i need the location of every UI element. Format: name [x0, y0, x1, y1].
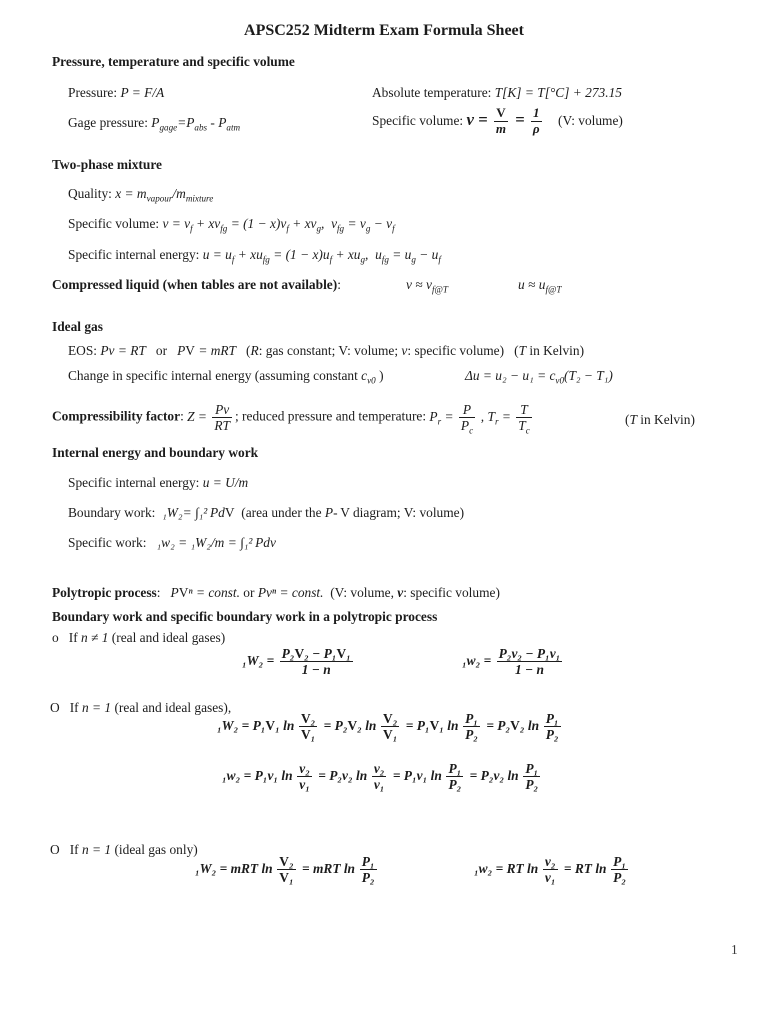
formula-segment: T [629, 412, 637, 427]
formula-segment: v [397, 585, 404, 600]
formula-segment: in Kelvin) [636, 412, 695, 427]
formula-segment: : gas constant; [258, 343, 339, 358]
eq-compressed-liquid-v [406, 276, 448, 293]
formula-segment: n = 1 [81, 842, 112, 857]
formula-segment: O If [50, 700, 82, 715]
formula-segment: Specific volume: [372, 112, 467, 128]
formula-segment: u = U/m [202, 475, 249, 490]
line-internal-energy-change [68, 367, 384, 384]
formula-segment: : specific volume) [403, 585, 500, 600]
formula-segment: Internal energy and boundary work [52, 445, 259, 460]
formula-segment: Pvⁿ = const. [257, 585, 324, 600]
formula-segment: $x = m_{vapour}/m_{mixture}$ [115, 186, 214, 204]
formula-segment: R [250, 343, 259, 358]
formula-segment: : volume) [412, 505, 465, 520]
formula-segment: : volume; [347, 343, 402, 358]
eq-W-n-not-1 [242, 646, 356, 677]
line-absolute-temperature [372, 84, 622, 101]
eq-W-n-equals-1 [217, 711, 564, 742]
formula-segment: in Kelvin) [526, 343, 585, 358]
heading-pressure-section [52, 53, 295, 70]
formula-segment: ₁w₂ = P₁v₁ ln $\frac{\text{v₂}}{\text{v₁}}$ = P₂v₂ ln $\frac{\text{v₂}}{\text{v₁}}$ = P₁v₁ ln $\frac{\text{P₁}}{\text{P₂}}$ = P₂v₂ ln $\frac{\text{P₁}}{\text{P₂}}$ [222, 761, 539, 792]
bullet-n-not-1 [52, 629, 225, 646]
formula-segment: P [324, 505, 334, 520]
eq-W-ideal-gas [195, 854, 380, 885]
heading-polytropic-boundary-work [52, 608, 437, 625]
formula-segment: Boundary work: [68, 505, 163, 520]
formula-segment: $v = v_f + xv_{fg} = (1 - x)v_f + xv_g$, $v_{fg} = v_g - v_f$ [162, 216, 395, 234]
eq-delta-u [465, 367, 613, 384]
formula-segment: T [518, 343, 527, 358]
formula-segment: Compressibility factor [52, 408, 181, 424]
line-specific-work [68, 534, 276, 551]
formula-segment: Gage pressure: [68, 115, 152, 130]
formula-segment: ₁w₂ = $\frac{\text{P₂v₂ − P₁v₁}}{1 - n}$ [462, 646, 561, 677]
formula-segment: Absolute temperature: [372, 85, 495, 100]
heading-compressed-liquid [52, 276, 341, 293]
formula-segment: Specific volume: [68, 216, 163, 231]
formula-segment: ; reduced pressure and temperature: [234, 408, 430, 424]
formula-segment: V [403, 505, 413, 520]
line-specific-volume [372, 106, 623, 136]
formula-segment: v = $\frac{V}{m}$ = $\frac{1}{\rho}$ [466, 105, 540, 136]
line-pressure [68, 84, 164, 101]
formula-segment: P = F/A [120, 85, 165, 100]
line-specific-internal-energy [68, 474, 248, 491]
formula-segment: : [337, 277, 341, 292]
formula-segment: ₁w₂ = ₁W₂/m = ∫₁² Pdv [156, 535, 276, 550]
formula-segment: - [333, 505, 341, 520]
formula-segment: Specific work: [68, 535, 157, 550]
formula-segment: Change in specific internal energy (assuming constant [68, 368, 362, 383]
formula-segment: ( [323, 585, 335, 600]
heading-ideal-gas [52, 318, 103, 335]
formula-segment: Ideal gas [52, 319, 103, 334]
formula-segment: o If [52, 630, 82, 645]
formula-segment: : [180, 408, 188, 424]
eq-compressed-liquid-u [518, 276, 561, 293]
formula-segment: $u = u_f + xu_{fg} = (1 - x)u_f + xu_g$, $u_{fg} = u_g - u_f$ [202, 247, 441, 265]
formula-segment: Z = $\frac{Pv}{RT}$ [187, 402, 230, 433]
formula-segment: Pv = RT [100, 343, 146, 358]
formula-segment: Specific internal energy: [68, 475, 203, 490]
formula-segment: or [145, 343, 178, 358]
eq-w-n-not-1 [462, 646, 565, 677]
formula-segment: Compressed liquid (when tables are not available) [52, 277, 338, 292]
formula-segment: v [401, 343, 408, 358]
formula-segment: $u \approx u_{f@T}$ [518, 277, 562, 295]
formula-segment: : [156, 585, 171, 600]
formula-segment: Quality: [68, 186, 116, 201]
formula-segment: Boundary work and specific boundary work in a polytropic process [52, 609, 438, 624]
note-t-in-kelvin [625, 411, 695, 428]
line-eos [68, 342, 584, 359]
heading-internal-energy-boundary-work [52, 444, 258, 461]
formula-segment: T[K] = T[°C] + 273.15 [494, 85, 622, 100]
formula-segment: V [340, 505, 350, 520]
formula-segment: $P_r$ = $\frac{P}{P_c}$ , $T_r$ = $\frac{T}{T_c}$ [429, 402, 530, 436]
formula-segment: PV = mRT [177, 343, 236, 358]
formula-segment: PVⁿ = const. [170, 585, 240, 600]
formula-segment: n ≠ 1 [81, 630, 109, 645]
formula-segment: $v \approx v_{f@T}$ [406, 277, 448, 295]
line-two-phase-internal-energy [68, 246, 441, 263]
formula-segment: ₁W₂ = P₁V₁ ln $\frac{\text{V₂}}{\text{V₁}}$ = P₂V₂ ln $\frac{\text{V₂}}{\text{V₁}}$ = P₁V₁ ln $\frac{\text{P₁}}{\text{P₂}}$ = P₂V₂ ln $\frac{\text{P₁}}{\text{P₂}}$ [217, 711, 559, 742]
formula-segment: : specific volume) ( [407, 343, 519, 358]
formula-segment: (area under the [241, 505, 325, 520]
heading-two-phase [52, 156, 162, 173]
eq-w-ideal-gas [474, 854, 631, 885]
line-gage-pressure [68, 114, 240, 131]
formula-segment: ₁W₂= ∫₁² PdV [162, 505, 235, 520]
formula-segment: n = 1 [81, 700, 112, 715]
formula-segment: Pressure: [68, 85, 121, 100]
doc-title [0, 21, 768, 42]
formula-segment: Polytropic process [52, 585, 157, 600]
line-boundary-work [68, 504, 464, 521]
formula-segment: (V: volume) [544, 112, 623, 128]
page-number: 1 [731, 942, 738, 957]
formula-segment: Specific internal energy: [68, 247, 203, 262]
line-quality [68, 185, 213, 202]
formula-segment: V [338, 343, 348, 358]
formula-segment: or [239, 585, 258, 600]
eq-w-n-equals-1 [222, 761, 543, 792]
bullet-n-equals-1-real [50, 699, 231, 716]
formula-segment: ₁W₂ = $\frac{\text{P₂V₂ − P₁V₁}}{1 - n}$ [242, 646, 351, 677]
formula-segment: : volume, [343, 585, 398, 600]
formula-segment: EOS: [68, 343, 101, 358]
line-two-phase-specific-volume [68, 215, 395, 232]
formula-segment: APSC252 Midterm Exam Formula Sheet [244, 22, 524, 39]
formula-segment: ( [625, 412, 630, 427]
formula-segment: (real and ideal gases) [108, 630, 226, 645]
formula-segment: (ideal gas only) [111, 842, 198, 857]
formula-segment: $\Delta u = u_2 - u_1 = c_{v0}(T_2 - T_1)$ [465, 368, 613, 386]
formula-segment: O If [50, 842, 82, 857]
bullet-n-equals-1-ideal [50, 841, 198, 858]
formula-segment: ₁W₂ = mRT ln $\frac{\text{V₂}}{\text{V₁}}$ = mRT ln $\frac{\text{P₁}}{\text{P₂}}$ [195, 854, 375, 885]
formula-segment: ) [375, 368, 384, 383]
formula-segment: ( [236, 343, 251, 358]
formula-segment: Pressure, temperature and specific volume [52, 54, 295, 69]
formula-segment: Two-phase mixture [52, 157, 162, 172]
formula-segment: (real and ideal gases), [111, 700, 232, 715]
line-polytropic-process [52, 584, 500, 601]
formula-segment: $P_{gage}=P_{abs} - P_{atm}$ [151, 115, 241, 133]
formula-segment: diagram; [349, 505, 404, 520]
formula-segment: ₁w₂ = RT ln $\frac{\text{v₂}}{\text{v₁}}$ = RT ln $\frac{\text{P₁}}{\text{P₂}}$ [474, 854, 627, 885]
formula-segment: $c_{v0}$ [361, 368, 376, 386]
line-compressibility-factor [52, 402, 535, 436]
formula-segment: V [334, 585, 344, 600]
